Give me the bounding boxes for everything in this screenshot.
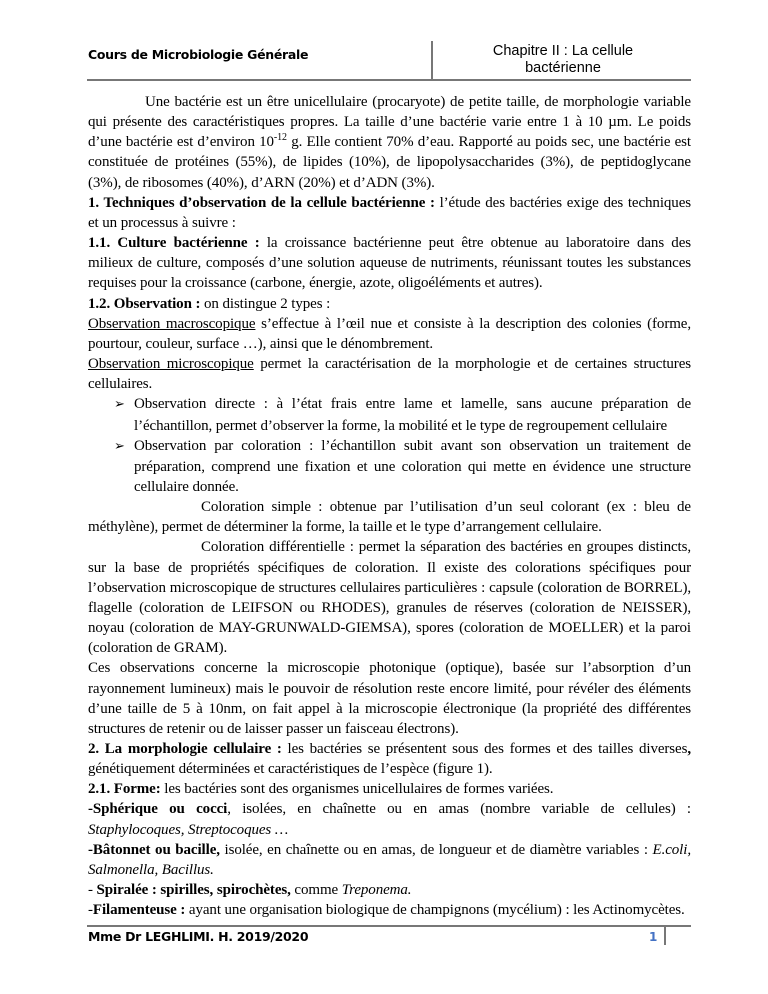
course-title: Cours de Microbiologie Générale <box>88 47 309 62</box>
text-run: -Sphérique ou cocci <box>88 801 228 818</box>
text-run: s’effectue à l’œil nue et consiste à la description des colonies (forme, pourtour, couleur, surface …), ainsi que le dénombrement. <box>88 315 691 352</box>
bullet-item <box>88 394 691 435</box>
text-run: la croissance bactérienne peut être obtenue au laboratoire dans des milieux de culture, composés d’une solution aqueuse de nutriments, réunissant toutes les substances requises pour la croissance (carbone, énergie, azote, oligoéléments et autres). <box>88 235 691 292</box>
text-run: , <box>687 741 691 757</box>
text-run: isolée, en chaînette ou en amas, de longueur et de diamètre variables : <box>219 841 653 858</box>
text-run: comme <box>290 882 342 899</box>
text-run: Spiralée : spirilles, spirochètes, <box>96 882 291 899</box>
paragraph <box>88 537 691 658</box>
paragraph <box>88 233 691 293</box>
paragraph <box>88 193 691 233</box>
page-number: 1 <box>649 930 658 945</box>
text-run: Observation par coloration : l’échantillon subit avant son observation un traitement de préparation, comprend une fixation et une coloration qui mette en évidence une structure cellulaire donnée. <box>134 437 691 495</box>
text-run: l’étude des bactéries exige des techniques et un processus à suivre : <box>88 194 691 231</box>
footer-author: Mme Dr LEGHLIMI. H. 2019/2020 <box>88 929 309 945</box>
chapter-title-line2: bactérienne <box>525 60 601 76</box>
paragraph <box>88 799 691 839</box>
paragraph <box>88 840 691 880</box>
text-run: , isolées, en chaînette ou en amas (nombre variable de cellules) : <box>227 801 691 818</box>
text-run: Staphylocoques, Streptocoques … <box>88 821 289 838</box>
text-run: -Bâtonnet ou bacille, <box>88 841 220 858</box>
page-footer <box>0 925 768 965</box>
text-run: Observation macroscopique <box>88 315 256 332</box>
paragraph <box>88 880 691 900</box>
paragraph <box>88 497 691 537</box>
paragraph <box>88 314 691 354</box>
text-run: Coloration différentielle : permet la séparation des bactéries en groupes distincts, sur la base de propriétés spécifiques de coloration. Il existe des colorations spécifiques pour l’observation microscopique de structures cellulaires particulières : capsule (coloration de BORREL), flagelle (coloration de LEIFSON ou RHODES), granules de réserves (coloration de NEISSER), noyau (coloration de MAY-GRUNWALD-GIEMSA), spores (coloration de MOELLER) et la paroi (coloration de GRAM). <box>88 539 691 657</box>
paragraph <box>88 92 691 193</box>
footer-rule <box>87 925 691 927</box>
text-run: 1.2. Observation : <box>88 295 201 312</box>
text-run: - <box>88 902 93 919</box>
text-run: 2. La morphologie cellulaire : <box>88 741 282 757</box>
chapter-title-line1: Chapitre II : La cellule <box>492 43 634 59</box>
text-run: ayant une organisation biologique de champignons (mycélium) : les Actinomycètes. <box>185 902 685 919</box>
paragraph <box>88 779 691 799</box>
text-run: -12 <box>273 132 287 144</box>
paragraph <box>88 739 691 779</box>
text-run: 1. Techniques d’observation de la cellule bactérienne : <box>88 194 435 211</box>
footer-divider <box>664 925 666 945</box>
text-run: génétiquement déterminées et caractéristiques de l’espèce (figure 1). <box>88 761 493 778</box>
text-run: on distingue 2 types : <box>200 295 331 312</box>
paragraph <box>88 354 691 394</box>
text-run: g. Elle contient 70% d’eau. Rapporté au poids sec, une bactérie est constituée de protéines (55%), de lipides (10%), de lipopolysaccharides (3%), de peptidoglycane (3%), de ribosomes (40%), d’ARN (20%) et d’ADN (3%). <box>88 134 691 191</box>
text-run: les bactéries sont des organismes unicellulaires de formes variées. <box>160 781 554 798</box>
text-run: 2.1. Forme: <box>88 781 161 798</box>
paragraph <box>88 658 691 739</box>
text-run: Ces observations concerne la microscopie photonique (optique), basée sur l’absorption d’un rayonnement lumineux) mais le pouvoir de résolution reste encore limité, pour révéler des éléments d’une taille de 5 à 10nm, on fait appel à la microscopie électronique (la propriété des différentes structures de retenir ou de laisser passer un faisceau électrons). <box>88 660 691 737</box>
text-run: - <box>88 882 97 899</box>
text-run: Observation microscopique <box>88 356 254 373</box>
text-run: Treponema. <box>341 882 412 899</box>
text-run: E.coli, Salmonella, Bacillus. <box>88 841 691 878</box>
text-run: Une bactérie est un être unicellulaire (procaryote) de petite taille, de morphologie variable qui présente des caractéristiques propres. La taille d’une bactérie varie entre 1 à 10 µm. Le poids d’une bactérie est d’environ 10 <box>88 94 691 151</box>
text-run: les bactéries se présentent sous des formes et des tailles diverses <box>281 741 688 757</box>
paragraph <box>88 294 691 314</box>
paragraph <box>88 900 691 920</box>
document-body <box>88 92 691 920</box>
text-run: Filamenteuse : <box>92 902 186 919</box>
text-run: permet la caractérisation de la morphologie et de certaines structures cellulaires. <box>88 356 691 393</box>
bullet-item <box>88 436 691 497</box>
text-run: Observation directe : à l’état frais entre lame et lamelle, sans aucune préparation de l’échantillon, permet d’observer la forme, la mobilité et le type de regroupement cellulaire <box>134 396 691 434</box>
text-run: 1.1. Culture bactérienne : <box>88 235 260 252</box>
text-run: Coloration simple : obtenue par l’utilisation d’un seul colorant (ex : bleu de méthylène), permet de déterminer la forme, la taille et le type d’arrangement cellulaire. <box>88 499 691 536</box>
